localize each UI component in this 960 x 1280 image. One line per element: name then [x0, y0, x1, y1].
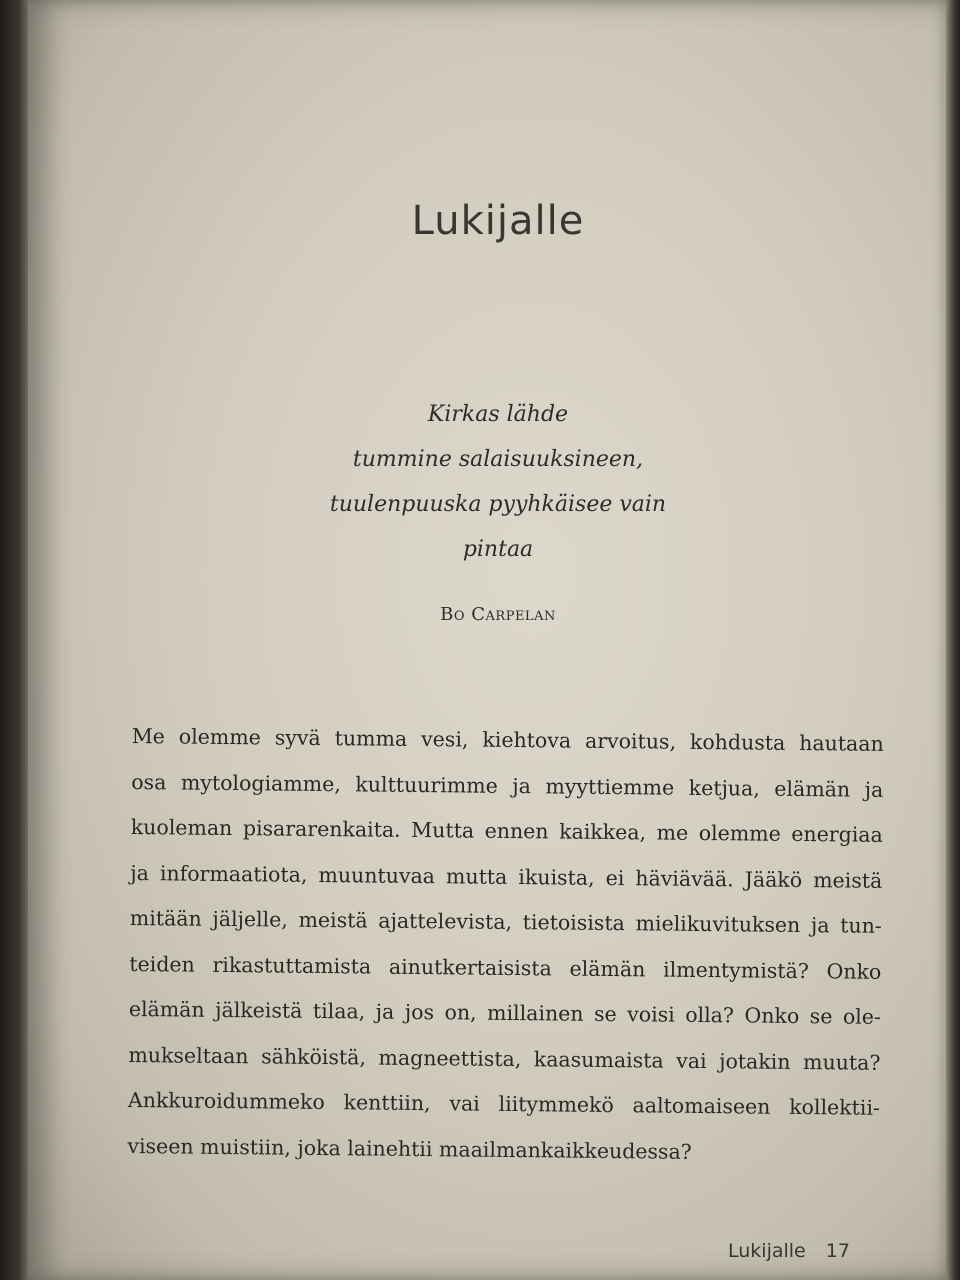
book-page	[28, 0, 948, 1280]
body-line: viseen muistiin, joka lainehtii maailmankaikkeudessa?	[127, 1133, 692, 1164]
body-line: ja informaatiota, muuntuvaa mutta ikuista, ei häviävää. Jääkö meistä	[130, 860, 883, 893]
page-edge-shadow	[946, 0, 960, 1280]
body-line: Ankkuroidummeko kenttiin, vai liitymmekö aaltomaiseen kollektii-	[127, 1087, 881, 1120]
epigraph-line: pintaa	[462, 537, 534, 562]
body-line: Me olemme syvä tumma vesi, kiehtova arvoitus, kohdusta hautaan	[131, 723, 884, 756]
body-line: kuoleman pisararenkaita. Mutta ennen kaikkea, me olemme energiaa	[130, 814, 883, 847]
body-line: osa mytologiamme, kulttuurimme ja myyttiemme ketjua, elämän ja	[131, 769, 884, 802]
body-line: teiden rikastuttamista ainutkertaisista elämän ilmentymistä? Onko	[129, 951, 882, 984]
page-number: 17	[825, 1240, 850, 1262]
epigraph-author: Bo Carpelan	[440, 604, 556, 625]
body-line: mitään jäljelle, meistä ajattelevista, tietoisista mielikuvituksen ja tun-	[129, 905, 882, 938]
epigraph	[28, 392, 960, 572]
running-footer	[728, 1240, 928, 1262]
epigraph-line: tuulenpuuska pyyhkäisee vain	[329, 492, 667, 517]
running-head: Lukijalle	[728, 1240, 806, 1262]
chapter-title: Lukijalle	[411, 198, 585, 244]
body-line: mukseltaan sähköistä, magneettista, kaasumaista vai jotakin muuta?	[128, 1042, 881, 1075]
body-line: elämän jälkeistä tilaa, ja jos on, millainen se voisi olla? Onko se ole-	[128, 996, 881, 1029]
epigraph-line: tummine salaisuuksineen,	[352, 447, 644, 472]
body-paragraph	[127, 714, 884, 1177]
epigraph-line: Kirkas lähde	[427, 402, 569, 427]
